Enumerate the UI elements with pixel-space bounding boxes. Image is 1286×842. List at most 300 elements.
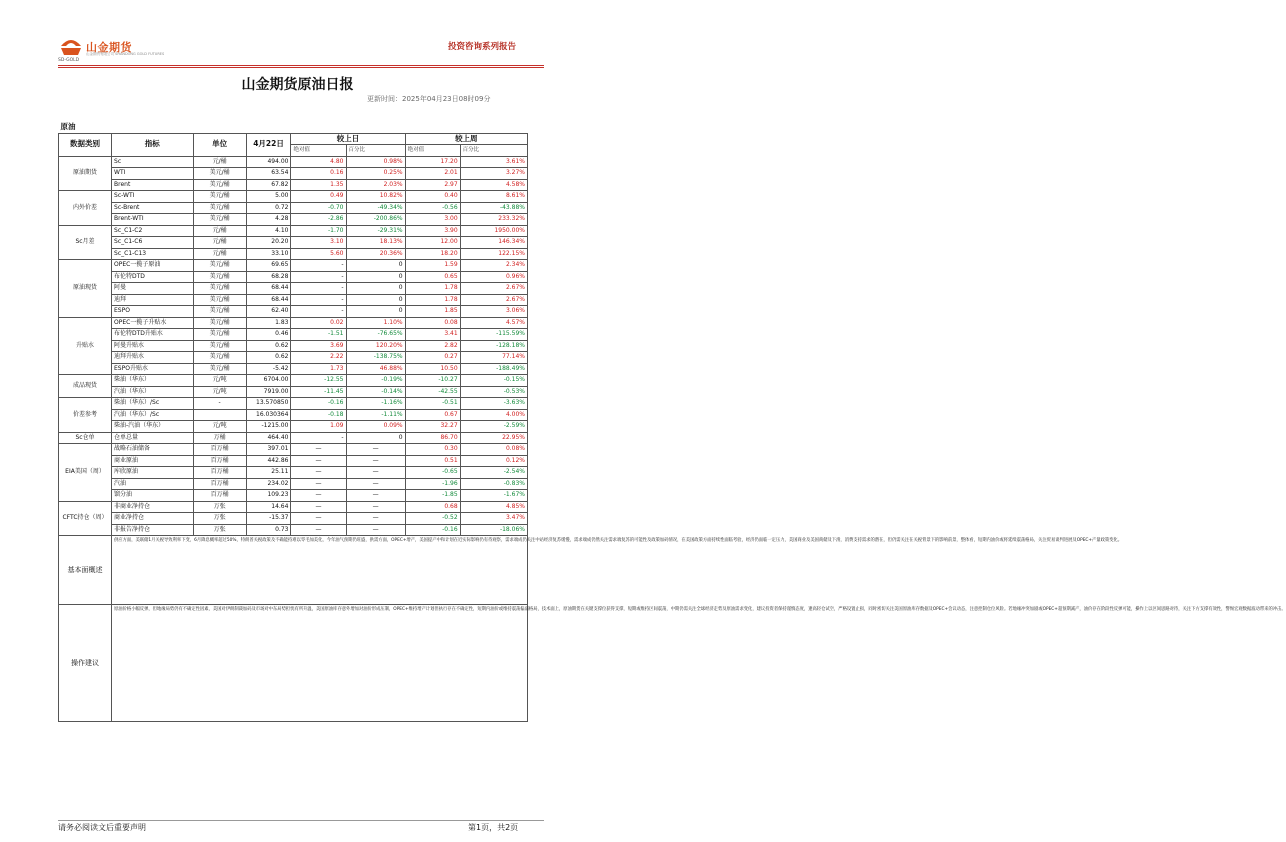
table-row — [59, 478, 528, 490]
week-pct-cell: 4.85% — [460, 501, 527, 513]
week-abs-cell: -10.27 — [405, 375, 460, 387]
value-cell: 13.570850 — [246, 398, 291, 410]
week-pct-cell: -128.18% — [460, 340, 527, 352]
value-cell: 397.01 — [246, 444, 291, 456]
category-cell: EIA美国（周） — [59, 444, 112, 502]
value-cell: 5.00 — [246, 191, 291, 203]
day-pct-cell: -200.86% — [346, 214, 405, 226]
unit-cell: 美元/桶 — [193, 202, 246, 214]
value-cell: 109.23 — [246, 490, 291, 502]
day-pct-cell: 0 — [346, 271, 405, 283]
day-pct-cell: — — [346, 490, 405, 502]
table-row — [59, 398, 528, 410]
day-abs-cell: - — [291, 260, 346, 272]
advice-row — [59, 605, 528, 722]
table-row — [59, 237, 528, 249]
indicator-cell: 非商业净持仓 — [112, 501, 194, 513]
day-pct-cell: — — [346, 478, 405, 490]
week-pct-cell: 3.06% — [460, 306, 527, 318]
indicator-cell: 汽油 — [112, 478, 194, 490]
value-cell: 67.82 — [246, 179, 291, 191]
week-abs-cell: 1.85 — [405, 306, 460, 318]
unit-cell: 万张 — [193, 501, 246, 513]
week-pct-cell: 146.34% — [460, 237, 527, 249]
day-pct-cell: 2.03% — [346, 179, 405, 191]
table-row — [59, 444, 528, 456]
indicator-cell: OPEC一揽子原油 — [112, 260, 194, 272]
value-cell: 68.28 — [246, 271, 291, 283]
indicator-cell: Sc-Brent — [112, 202, 194, 214]
update-time: 更新时间：2025年04月23日08时09分 — [367, 95, 491, 103]
category-cell: Sc月差 — [59, 225, 112, 260]
indicator-cell: 阿曼 — [112, 283, 194, 295]
value-cell: 494.00 — [246, 156, 291, 168]
table-row — [59, 306, 528, 318]
unit-cell: 百万桶 — [193, 490, 246, 502]
unit-cell: 美元/桶 — [193, 168, 246, 180]
indicator-cell: 柴油（华东） — [112, 375, 194, 387]
day-pct-cell: 0.09% — [346, 421, 405, 433]
unit-cell: 元/桶 — [193, 225, 246, 237]
week-abs-cell: -42.55 — [405, 386, 460, 398]
indicator-cell: 汽油（华东） — [112, 386, 194, 398]
fundamentals-text: 供应方面，美联储1月关税导致利率下变，6月降息概率超过50%，特朗普关税政策及不确能持难以零毛加美化，今年油气预期仍旺盛，供需方面，OPEC+增产，美国提产中和计划在近实际影响仍有待观察，需求端成仍关注中站经济复苏缓慢，需求端成仍然关注需求端复苏的可能性及政策加码情况，在美国政策方面持续性面临考验，经济仍面临一定压力，美国商业及美国商储及下滑，消费支持需求的潜在，但仍需关注在关税背景下的影响前景，整体看，短期内油价或将延续震荡格局，关注贸易谈判进展及OPEC+产量政策变化。 — [112, 536, 528, 605]
unit-cell: 美元/桶 — [193, 214, 246, 226]
day-abs-cell: - — [291, 432, 346, 444]
value-cell: 0.73 — [246, 524, 291, 536]
day-abs-cell: - — [291, 306, 346, 318]
week-abs-cell: 10.50 — [405, 363, 460, 375]
week-abs-cell: 3.00 — [405, 214, 460, 226]
week-pct-cell: -2.59% — [460, 421, 527, 433]
week-pct-cell: 4.58% — [460, 179, 527, 191]
category-cell: CFTC持仓（周） — [59, 501, 112, 536]
col-indicator: 指标 — [112, 133, 194, 156]
table-row — [59, 340, 528, 352]
unit-cell: 元/桶 — [193, 237, 246, 249]
value-cell: 234.02 — [246, 478, 291, 490]
week-pct-cell: 22.95% — [460, 432, 527, 444]
week-abs-cell: -0.65 — [405, 467, 460, 479]
day-abs-cell: 5.60 — [291, 248, 346, 260]
indicator-cell: 阿曼升贴水 — [112, 340, 194, 352]
week-pct-cell: 122.15% — [460, 248, 527, 260]
week-abs-cell: 17.20 — [405, 156, 460, 168]
day-abs-cell: 1.35 — [291, 179, 346, 191]
logo-icon — [60, 36, 82, 56]
value-cell: 0.46 — [246, 329, 291, 341]
day-abs-cell: — — [291, 478, 346, 490]
day-abs-cell: — — [291, 524, 346, 536]
unit-cell: 元/吨 — [193, 386, 246, 398]
week-pct-cell: 0.08% — [460, 444, 527, 456]
indicator-cell: Sc_C1-C13 — [112, 248, 194, 260]
week-abs-cell: 2.01 — [405, 168, 460, 180]
day-abs-cell: 3.69 — [291, 340, 346, 352]
day-abs-cell: -0.16 — [291, 398, 346, 410]
week-pct-cell: -43.88% — [460, 202, 527, 214]
indicator-cell: 迪拜 — [112, 294, 194, 306]
week-pct-cell: 3.27% — [460, 168, 527, 180]
week-abs-cell: 0.30 — [405, 444, 460, 456]
col-week-pct: 百分比 — [460, 145, 527, 157]
day-pct-cell: — — [346, 524, 405, 536]
day-pct-cell: 18.13% — [346, 237, 405, 249]
unit-cell: 万张 — [193, 513, 246, 525]
unit-cell: 百万桶 — [193, 444, 246, 456]
week-pct-cell: 3.47% — [460, 513, 527, 525]
value-cell: 25.11 — [246, 467, 291, 479]
week-abs-cell: 0.67 — [405, 409, 460, 421]
unit-cell: 美元/桶 — [193, 317, 246, 329]
table-row — [59, 317, 528, 329]
indicator-cell: 布伦特DTD — [112, 271, 194, 283]
indicator-cell: 非报告净持仓 — [112, 524, 194, 536]
logo-english: SD-GOLD — [58, 58, 80, 63]
day-pct-cell: 0.98% — [346, 156, 405, 168]
week-pct-cell: -0.15% — [460, 375, 527, 387]
day-abs-cell: — — [291, 455, 346, 467]
day-pct-cell: 0 — [346, 432, 405, 444]
day-abs-cell: -12.55 — [291, 375, 346, 387]
value-cell: 7919.00 — [246, 386, 291, 398]
table-row — [59, 455, 528, 467]
week-abs-cell: -1.96 — [405, 478, 460, 490]
category-cell: 升贴水 — [59, 317, 112, 375]
day-pct-cell: — — [346, 455, 405, 467]
indicator-cell: 汽油（华东）/Sc — [112, 409, 194, 421]
value-cell: 62.40 — [246, 306, 291, 318]
week-pct-cell: 2.34% — [460, 260, 527, 272]
week-abs-cell: -0.56 — [405, 202, 460, 214]
week-abs-cell: -0.52 — [405, 513, 460, 525]
indicator-cell: OPEC一揽子升贴水 — [112, 317, 194, 329]
unit-cell — [193, 409, 246, 421]
value-cell: 16.030364 — [246, 409, 291, 421]
unit-cell: 美元/桶 — [193, 191, 246, 203]
week-abs-cell: 0.68 — [405, 501, 460, 513]
value-cell: 68.44 — [246, 294, 291, 306]
value-cell: 69.65 — [246, 260, 291, 272]
unit-cell: 美元/桶 — [193, 271, 246, 283]
indicator-cell: Sc-WTI — [112, 191, 194, 203]
header-rule-secondary — [58, 67, 544, 68]
category-cell: 价差参考 — [59, 398, 112, 433]
week-pct-cell: 2.67% — [460, 283, 527, 295]
day-pct-cell: -49.34% — [346, 202, 405, 214]
day-pct-cell: -76.65% — [346, 329, 405, 341]
category-cell: 成品现货 — [59, 375, 112, 398]
value-cell: 4.10 — [246, 225, 291, 237]
table-row — [59, 501, 528, 513]
day-abs-cell: -11.45 — [291, 386, 346, 398]
unit-cell: 美元/桶 — [193, 306, 246, 318]
week-pct-cell: -0.83% — [460, 478, 527, 490]
table-row — [59, 409, 528, 421]
week-abs-cell: -0.16 — [405, 524, 460, 536]
day-pct-cell: — — [346, 513, 405, 525]
table-row — [59, 421, 528, 433]
value-cell: 0.72 — [246, 202, 291, 214]
footer-disclaimer: 请务必阅读文后重要声明 — [58, 823, 146, 832]
day-abs-cell: 1.73 — [291, 363, 346, 375]
day-pct-cell: 120.20% — [346, 340, 405, 352]
unit-cell: - — [193, 398, 246, 410]
week-abs-cell: 86.70 — [405, 432, 460, 444]
indicator-cell: 馏分油 — [112, 490, 194, 502]
day-abs-cell: -1.70 — [291, 225, 346, 237]
day-pct-cell: 46.88% — [346, 363, 405, 375]
indicator-cell: Sc_C1-C2 — [112, 225, 194, 237]
day-pct-cell: — — [346, 444, 405, 456]
table-row — [59, 524, 528, 536]
col-date: 4月22日 — [246, 133, 291, 156]
day-abs-cell: — — [291, 444, 346, 456]
week-abs-cell: 18.20 — [405, 248, 460, 260]
value-cell: 442.86 — [246, 455, 291, 467]
unit-cell: 元/桶 — [193, 156, 246, 168]
crude-oil-table — [58, 122, 1286, 722]
value-cell: 14.64 — [246, 501, 291, 513]
indicator-cell: Sc — [112, 156, 194, 168]
indicator-cell: 商业原油 — [112, 455, 194, 467]
table-row — [59, 271, 528, 283]
indicator-cell: Brent-WTI — [112, 214, 194, 226]
indicator-cell: 库欣原油 — [112, 467, 194, 479]
table-row — [59, 329, 528, 341]
value-cell: -5.42 — [246, 363, 291, 375]
day-abs-cell: -2.86 — [291, 214, 346, 226]
day-abs-cell: 0.02 — [291, 317, 346, 329]
day-pct-cell: — — [346, 467, 405, 479]
day-pct-cell: 10.82% — [346, 191, 405, 203]
table-row — [59, 294, 528, 306]
week-abs-cell: -1.85 — [405, 490, 460, 502]
category-cell: Sc仓单 — [59, 432, 112, 444]
indicator-cell: Sc_C1-C6 — [112, 237, 194, 249]
week-pct-cell: -2.54% — [460, 467, 527, 479]
table-row — [59, 375, 528, 387]
unit-cell: 美元/桶 — [193, 329, 246, 341]
day-pct-cell: -0.14% — [346, 386, 405, 398]
day-pct-cell: 1.10% — [346, 317, 405, 329]
value-cell: 4.28 — [246, 214, 291, 226]
week-pct-cell: 8.61% — [460, 191, 527, 203]
week-abs-cell: 1.78 — [405, 294, 460, 306]
col-day-abs: 绝对值 — [291, 145, 346, 157]
day-abs-cell: -1.51 — [291, 329, 346, 341]
indicator-cell: 柴油（华东）/Sc — [112, 398, 194, 410]
category-cell: 原油期货 — [59, 156, 112, 191]
day-pct-cell: -1.11% — [346, 409, 405, 421]
value-cell: 6704.00 — [246, 375, 291, 387]
day-pct-cell: 20.36% — [346, 248, 405, 260]
week-pct-cell: 4.57% — [460, 317, 527, 329]
day-abs-cell: 3.10 — [291, 237, 346, 249]
week-abs-cell: 0.27 — [405, 352, 460, 364]
table-row — [59, 283, 528, 295]
col-unit: 单位 — [193, 133, 246, 156]
table-row — [59, 179, 528, 191]
table-row — [59, 260, 528, 272]
logo-subtitle: 山金期货有限公司 SHANDONG GOLD FUTURES — [86, 52, 165, 56]
value-cell: -1215.00 — [246, 421, 291, 433]
fundamentals-row — [59, 536, 528, 605]
day-abs-cell: -0.70 — [291, 202, 346, 214]
week-abs-cell: 2.97 — [405, 179, 460, 191]
week-pct-cell: -188.49% — [460, 363, 527, 375]
day-pct-cell: -1.16% — [346, 398, 405, 410]
week-abs-cell: 0.65 — [405, 271, 460, 283]
table-row — [59, 386, 528, 398]
day-pct-cell: 0 — [346, 283, 405, 295]
week-pct-cell: 233.32% — [460, 214, 527, 226]
week-pct-cell: 0.96% — [460, 271, 527, 283]
week-abs-cell: 0.08 — [405, 317, 460, 329]
unit-cell: 元/吨 — [193, 375, 246, 387]
unit-cell: 百万桶 — [193, 455, 246, 467]
week-pct-cell: -3.63% — [460, 398, 527, 410]
value-cell: -15.37 — [246, 513, 291, 525]
unit-cell: 元/桶 — [193, 248, 246, 260]
unit-cell: 美元/桶 — [193, 283, 246, 295]
header-rule — [58, 65, 544, 66]
day-abs-cell: - — [291, 283, 346, 295]
footer-rule — [58, 820, 544, 821]
col-week-abs: 绝对值 — [405, 145, 460, 157]
day-pct-cell: 0 — [346, 306, 405, 318]
table-row — [59, 363, 528, 375]
col-category: 数据类别 — [59, 133, 112, 156]
week-abs-cell: 32.27 — [405, 421, 460, 433]
unit-cell: 百万桶 — [193, 478, 246, 490]
day-abs-cell: — — [291, 513, 346, 525]
value-cell: 20.20 — [246, 237, 291, 249]
week-abs-cell: 0.51 — [405, 455, 460, 467]
value-cell: 33.10 — [246, 248, 291, 260]
day-abs-cell: - — [291, 294, 346, 306]
day-pct-cell: 0.25% — [346, 168, 405, 180]
table-row — [59, 490, 528, 502]
day-abs-cell: - — [291, 271, 346, 283]
table-row — [59, 168, 528, 180]
day-abs-cell: -0.18 — [291, 409, 346, 421]
week-abs-cell: 1.59 — [405, 260, 460, 272]
day-pct-cell: -29.31% — [346, 225, 405, 237]
indicator-cell: WTI — [112, 168, 194, 180]
col-prev-week: 较上周 — [405, 133, 527, 145]
day-abs-cell: — — [291, 467, 346, 479]
value-cell: 0.62 — [246, 352, 291, 364]
unit-cell: 美元/桶 — [193, 179, 246, 191]
week-pct-cell: 3.61% — [460, 156, 527, 168]
week-pct-cell: 1950.00% — [460, 225, 527, 237]
week-abs-cell: 3.90 — [405, 225, 460, 237]
fundamentals-label: 基本面概述 — [59, 536, 112, 605]
unit-cell: 美元/桶 — [193, 294, 246, 306]
indicator-cell: 布伦特DTD升贴水 — [112, 329, 194, 341]
indicator-cell: 战略石油储备 — [112, 444, 194, 456]
table-row — [59, 156, 528, 168]
category-cell: 原油现货 — [59, 260, 112, 318]
indicator-cell: 商业净持仓 — [112, 513, 194, 525]
unit-cell: 元/吨 — [193, 421, 246, 433]
value-cell: 68.44 — [246, 283, 291, 295]
value-cell: 464.40 — [246, 432, 291, 444]
table-row — [59, 352, 528, 364]
col-day-pct: 百分比 — [346, 145, 405, 157]
table-row — [59, 202, 528, 214]
value-cell: 63.54 — [246, 168, 291, 180]
table-row — [59, 214, 528, 226]
week-pct-cell: -18.06% — [460, 524, 527, 536]
week-pct-cell: -0.53% — [460, 386, 527, 398]
day-pct-cell: — — [346, 501, 405, 513]
table-row — [59, 513, 528, 525]
week-pct-cell: 2.67% — [460, 294, 527, 306]
week-pct-cell: 4.00% — [460, 409, 527, 421]
table-row — [59, 248, 528, 260]
week-pct-cell: 77.14% — [460, 352, 527, 364]
week-pct-cell: 0.12% — [460, 455, 527, 467]
page-title: 山金期货原油日报 — [241, 77, 354, 93]
week-abs-cell: 12.00 — [405, 237, 460, 249]
week-pct-cell: -115.59% — [460, 329, 527, 341]
unit-cell: 美元/桶 — [193, 260, 246, 272]
col-prev-day: 较上日 — [291, 133, 405, 145]
day-abs-cell: 4.80 — [291, 156, 346, 168]
value-cell: 0.62 — [246, 340, 291, 352]
unit-cell: 百万桶 — [193, 467, 246, 479]
table-row — [59, 191, 528, 203]
week-pct-cell: -1.67% — [460, 490, 527, 502]
day-abs-cell: 0.49 — [291, 191, 346, 203]
category-cell: 内外价差 — [59, 191, 112, 226]
day-pct-cell: -0.19% — [346, 375, 405, 387]
indicator-cell: 迪拜升贴水 — [112, 352, 194, 364]
day-abs-cell: — — [291, 490, 346, 502]
day-abs-cell: 0.16 — [291, 168, 346, 180]
day-pct-cell: 0 — [346, 294, 405, 306]
unit-cell: 美元/桶 — [193, 352, 246, 364]
indicator-cell: ESPO — [112, 306, 194, 318]
section-title: 原油 — [60, 122, 76, 131]
unit-cell: 万张 — [193, 524, 246, 536]
report-series: 投资咨询系列报告 — [448, 42, 517, 52]
unit-cell: 美元/桶 — [193, 363, 246, 375]
day-abs-cell: 2.22 — [291, 352, 346, 364]
value-cell: 1.83 — [246, 317, 291, 329]
week-abs-cell: 1.78 — [405, 283, 460, 295]
week-abs-cell: 3.41 — [405, 329, 460, 341]
day-pct-cell: 0 — [346, 260, 405, 272]
week-abs-cell: 0.40 — [405, 191, 460, 203]
table-row — [59, 467, 528, 479]
indicator-cell: Brent — [112, 179, 194, 191]
indicator-cell: 柴油-汽油（华东） — [112, 421, 194, 433]
table-row — [59, 225, 528, 237]
day-pct-cell: -138.75% — [346, 352, 405, 364]
unit-cell: 美元/桶 — [193, 340, 246, 352]
indicator-cell: ESPO升贴水 — [112, 363, 194, 375]
table-row — [59, 432, 528, 444]
unit-cell: 万桶 — [193, 432, 246, 444]
advice-text: 原油价格小幅反弹，但地缘局势仍有不确定性因素，美国对伊朗制裁加码及市场对中东局势担忧有所升温，美国原油库存意外增加对油价形成压制，OPEC+维持增产计划但执行存在不确定性，短期内油价或维持震荡偏弱格局，技术面上，原油期货在关键支撑位获得支撑，短期或维持区间震荡，中期仍需关注全球经济走势及原油需求变化，建议投资者保持谨慎态度，逢高轻仓试空，严格设置止损，同时密切关注美国原油库存数据及OPEC+会议动态，注意控制仓位风险。若地缘冲突加剧或OPEC+超预期减产，油价存在阶段性反弹可能，操作上以区间思路对待，关注下方支撑有效性，警惕宏观数据波动带来的冲击。 — [112, 605, 528, 722]
day-abs-cell: 1.09 — [291, 421, 346, 433]
day-abs-cell: — — [291, 501, 346, 513]
logo-text: 山金期货 — [86, 41, 132, 54]
indicator-cell: 仓单总量 — [112, 432, 194, 444]
